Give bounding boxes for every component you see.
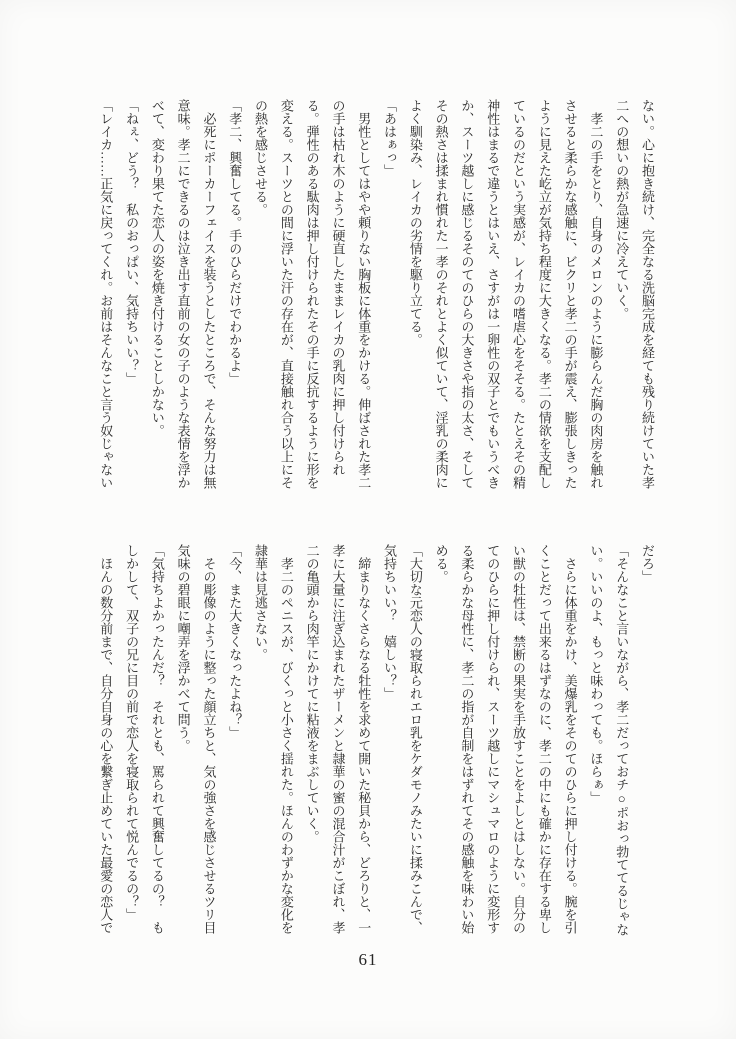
- paragraph: 「レイカ……正気に戻ってくれ。お前はそんなこと言う奴じゃない: [98, 99, 114, 489]
- text-block-lower: [46, 544, 660, 936]
- paragraph: 「あはぁっ」: [382, 99, 398, 177]
- paragraph: 孝二の手をとり、自身のメロンのように膨らんだ胸の肉房を触れさせると柔らかな感触に、ビクリと孝二の手が震え、膨張しきったように見えた屹立が気持ち程度に大きくなる。孝二の情欲を支配しているのだという実感が、レイカの嗜虐心をそそる。たとえその精神性はまるで違うとはいえ、さすがは一卵性の双子とでもいうべきか、スーツ越しに感じるそのてのひらの大きさや指の太さ、そしてその熱さは揉まれ慣れた一孝のそれとよく似ていて、淫乳の柔肉によく馴染み、レイカの劣情を駆り立てる。: [407, 99, 604, 489]
- paragraph: 「孝二、興奮してる。手のひらだけでわかるよ」: [227, 99, 243, 385]
- paragraph: 男性としてはやや頼りない胸板に体重をかける。伸ばされた孝二の手は枯れ木のように硬直したままレイカの乳肉に押し付けられる。弾性のある駄肉は押し付けられたその手に反抗するように形を変える。スーツとの間に浮いた汗の存在が、直接触れ合う以上にその熱を感じさせる。: [253, 99, 372, 489]
- paragraph: 必死にポーカーフェイスを装うとしたところで、そんな努力は無意味。孝二にできるのは泣き出す直前の女の子のような表情を浮かべて、変わり果てた恋人の姿を焼き付けることしかない。: [149, 99, 217, 489]
- paragraph: 「そんなこと言いながら、孝二だっておチ○ポおっ勃ててるじゃない。いいのよ、もっと味わっても。ほらぁ」: [588, 544, 630, 936]
- paragraph: 「大切な元恋人の寝取られエロ乳をケダモノみたいに揉みこんで、気持ちいい？ 嬉しい？」: [382, 544, 423, 934]
- paragraph: 「ねぇ、どう？ 私のおっぱい、気持ちいい？」: [124, 99, 140, 385]
- paragraph: 締まりなくさらなる牡性を求めて開いた秘貝から、どろりと、一孝に大量に注ぎ込まれたザーメンと隷華の蜜の混合汁がこぼれ、孝二の亀頭から肉竿にかけてに粘液をまぶしていく。: [304, 544, 372, 934]
- text-block-upper: [46, 99, 660, 491]
- paragraph: その彫像のように整った顔立ちと、気の強さを感じさせるツリ目気味の碧眼に嘲弄を浮かべて問う。: [175, 544, 217, 934]
- page-number: 61: [358, 950, 378, 969]
- paragraph: 「今、また大きくなったよね？」: [227, 544, 243, 739]
- paragraph: 孝二のペニスが、びくっと小さく揺れた。ほんのわずかな変化を隷華は見逃さない。: [253, 544, 294, 934]
- paragraph: さらに体重をかけ、美爆乳をそのてのひらに押し付ける。腕を引くことだって出来るはずなのに、孝二の中にも確かに存在する卑しい獣の牡性は、禁断の果実を手放すことをよしとはしない。自分のてのひらに押し付けられ、スーツ越しにマシュマロのように変形する柔らかな母性に、孝二の指が自制をはずれてその感触を味わい始める。: [433, 544, 578, 934]
- paragraph: ない。心に抱き続け、完全なる洗脳完成を経ても残り続けていた孝二への想いの熱が急速に冷えていく。: [614, 99, 655, 489]
- paragraph: ほんの数分前まで、自分自身の心を繋ぎ止めていた最愛の恋人で: [98, 544, 114, 934]
- paragraph: 「気持ちよかったんだ？ それとも、罵られて興奮してるの？ もしかして、双子の兄に目の前で恋人を寝取られて悦んでるの？」: [124, 544, 165, 934]
- paragraph: だろ」: [640, 544, 655, 583]
